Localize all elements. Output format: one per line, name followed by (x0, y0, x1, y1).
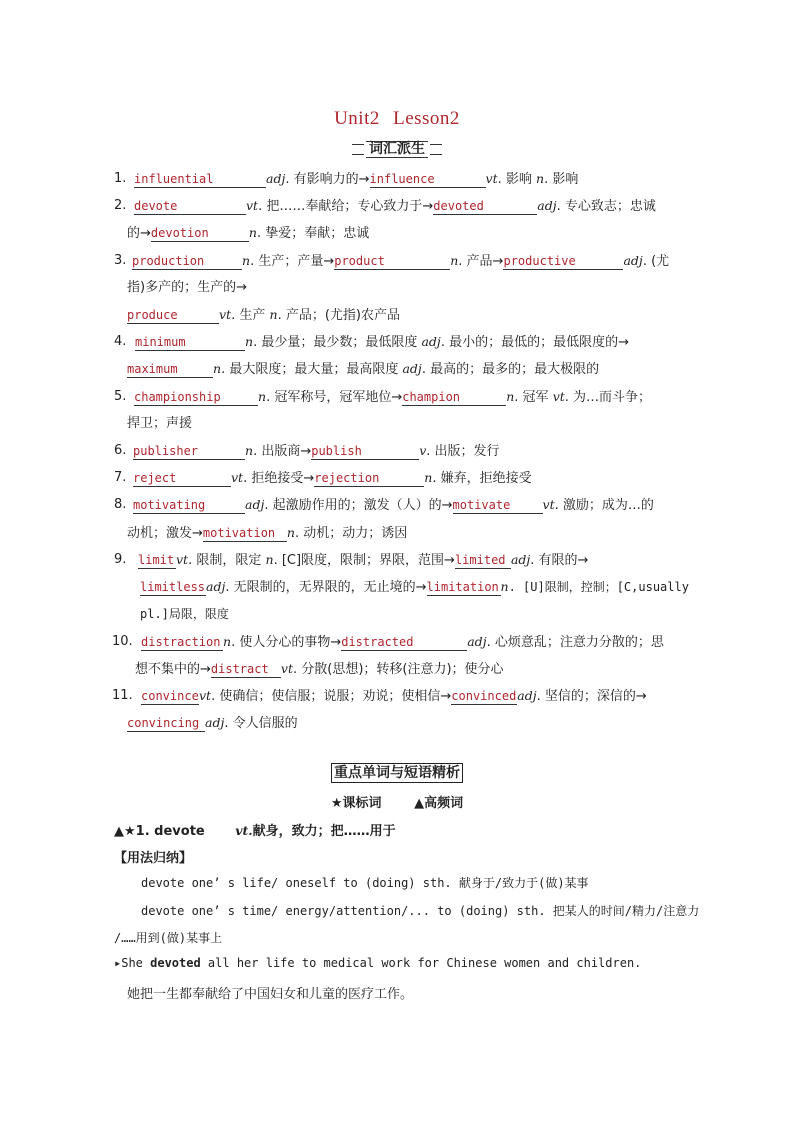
answer-reject: reject (133, 471, 231, 487)
answer-limit: limit (138, 553, 175, 567)
vocab-item-1: 1. influential adj. 有影响力的→influence vt. 影响 n. 影响 (114, 171, 579, 187)
vocab-item-3: 3. production n. 生产；产量→product n. 产品→productive adj. (尤 (114, 253, 670, 269)
header-decoration-right (430, 144, 442, 155)
page-title: Unit2 Lesson2 (334, 108, 460, 129)
legend-standard-word: ★课标词 (330, 796, 382, 811)
answer-influence: influence (370, 172, 486, 188)
vocab-item-7: 7. reject vt. 拒绝接受→rejection n. 嫌弃，拒绝接受 (114, 470, 532, 486)
answer-distract: distract (211, 662, 281, 678)
vocab-item-11-cont: convincing adj. 令人信服的 (127, 715, 298, 731)
legend-high-frequency-word: ▲高频词 (414, 796, 464, 811)
answer-devotion: devotion (151, 226, 249, 242)
answer-devoted: devoted (433, 199, 537, 215)
answer-limited: limited (455, 553, 511, 569)
answer-distracted: distracted (341, 635, 467, 651)
vocab-item-8: 8. motivating adj. 起激励作用的；激发（人）的→motivate vt. 激励；成为…的 (114, 497, 654, 513)
section-header-key-words (0, 762, 794, 783)
answer-devote: devote (134, 199, 246, 215)
answer-publish: publish (311, 444, 419, 460)
vocab-item-3-cont2: produce vt. 生产 n. 产品；(尤指)农产品 (127, 307, 400, 323)
vocab-item-10: 10. distraction n. 使人分心的事物→distracted adj. 心烦意乱；注意力分散的；思 (112, 634, 664, 650)
vocab-item-9-cont: limitlessadj. 无限制的，无界限的，无止境的→limitation n. [U]限制，控制；[C,usually (140, 579, 689, 595)
vocab-item-6: 6. publisher n. 出版商→publish v. 出版；发行 (114, 443, 500, 459)
answer-product: product (334, 254, 450, 270)
answer-produce: produce (127, 308, 219, 324)
answer-rejection: rejection (314, 471, 424, 487)
vocab-item-4: 4. minimum n. 最少量；最少数；最低限度 adj. 最小的；最低的；最低限度的→ (114, 334, 629, 350)
example-sentence: ▸She devoted all her life to medical work for Chinese women and children. (114, 956, 642, 970)
section-header-vocab (0, 140, 794, 159)
vocab-item-9-cont2: pl.]局限，限度 (140, 607, 229, 621)
answer-motivating: motivating (133, 498, 245, 514)
vocab-item-5: 5. championship n. 冠军称号，冠军地位→champion n. 冠军 vt. 为…而斗争； (114, 389, 652, 405)
section-title-key-words: 重点单词与短语精析 (331, 763, 463, 783)
usage-line-1: devote one’ s life/ oneself to (doing) sth. 献身于/致力于(做)某事 (141, 876, 589, 890)
answer-publisher: publisher (133, 444, 245, 460)
answer-championship: championship (134, 390, 258, 406)
vocab-item-2-cont: 的→devotion n. 挚爱；奉献；忠诚 (127, 225, 370, 241)
vocab-item-2: 2. devote vt. 把……奉献给；专心致力于→devoted adj. 专心致志；忠诚 (114, 198, 656, 214)
header-decoration-left (352, 144, 364, 155)
answer-minimum: minimum (135, 335, 245, 351)
vocab-item-9: 9. limit vt. 限制，限定 n. [C]限度，限制；界限，范围→limited adj. 有限的→ (114, 552, 589, 568)
answer-motivate: motivate (453, 498, 543, 514)
answer-limitless: limitless (140, 580, 206, 594)
usage-heading: 【用法归纳】 (114, 851, 193, 866)
answer-limitation: limitation (426, 580, 499, 594)
answer-motivation: motivation (203, 526, 287, 542)
answer-productive: productive (503, 254, 623, 270)
legend (0, 792, 794, 811)
answer-convincing: convincing (127, 716, 205, 732)
example-translation: 她把一生都奉献给了中国妇女和儿童的医疗工作。 (127, 987, 414, 1002)
usage-line-2-cont: /……用到(做)某事上 (114, 931, 223, 945)
vocab-item-5-cont: 捍卫；声援 (127, 416, 193, 431)
vocab-item-8-cont: 动机；激发→motivation n. 动机；动力；诱因 (127, 525, 408, 541)
answer-influential: influential (134, 172, 266, 188)
answer-champion: champion (402, 390, 506, 406)
section-title-vocab: 词汇派生 (366, 141, 428, 158)
vocab-item-3-cont: 指)多产的；生产的→ (127, 280, 247, 295)
usage-line-2: devote one’ s time/ energy/attention/... to (doing) sth. 把某人的时间/精力/注意力 (141, 904, 700, 918)
entry-devote: ▲★1. devote vt.献身，致力；把……用于 (114, 823, 396, 839)
answer-distraction: distraction (141, 635, 223, 651)
vocab-item-11: 11. convincevt. 使确信；使信服；说服；劝说；使相信→convincedadj. 坚信的；深信的→ (112, 688, 647, 704)
answer-maximum: maximum (127, 362, 213, 378)
answer-convince: convince (141, 689, 199, 703)
vocab-item-4-cont: maximum n. 最大限度；最大量；最高限度 adj. 最高的；最多的；最大极限的 (127, 361, 600, 377)
vocab-item-10-cont: 想不集中的→distract vt. 分散(思想)；转移(注意力)；使分心 (135, 661, 504, 677)
answer-production: production (132, 254, 242, 270)
answer-convinced: convinced (451, 689, 517, 703)
